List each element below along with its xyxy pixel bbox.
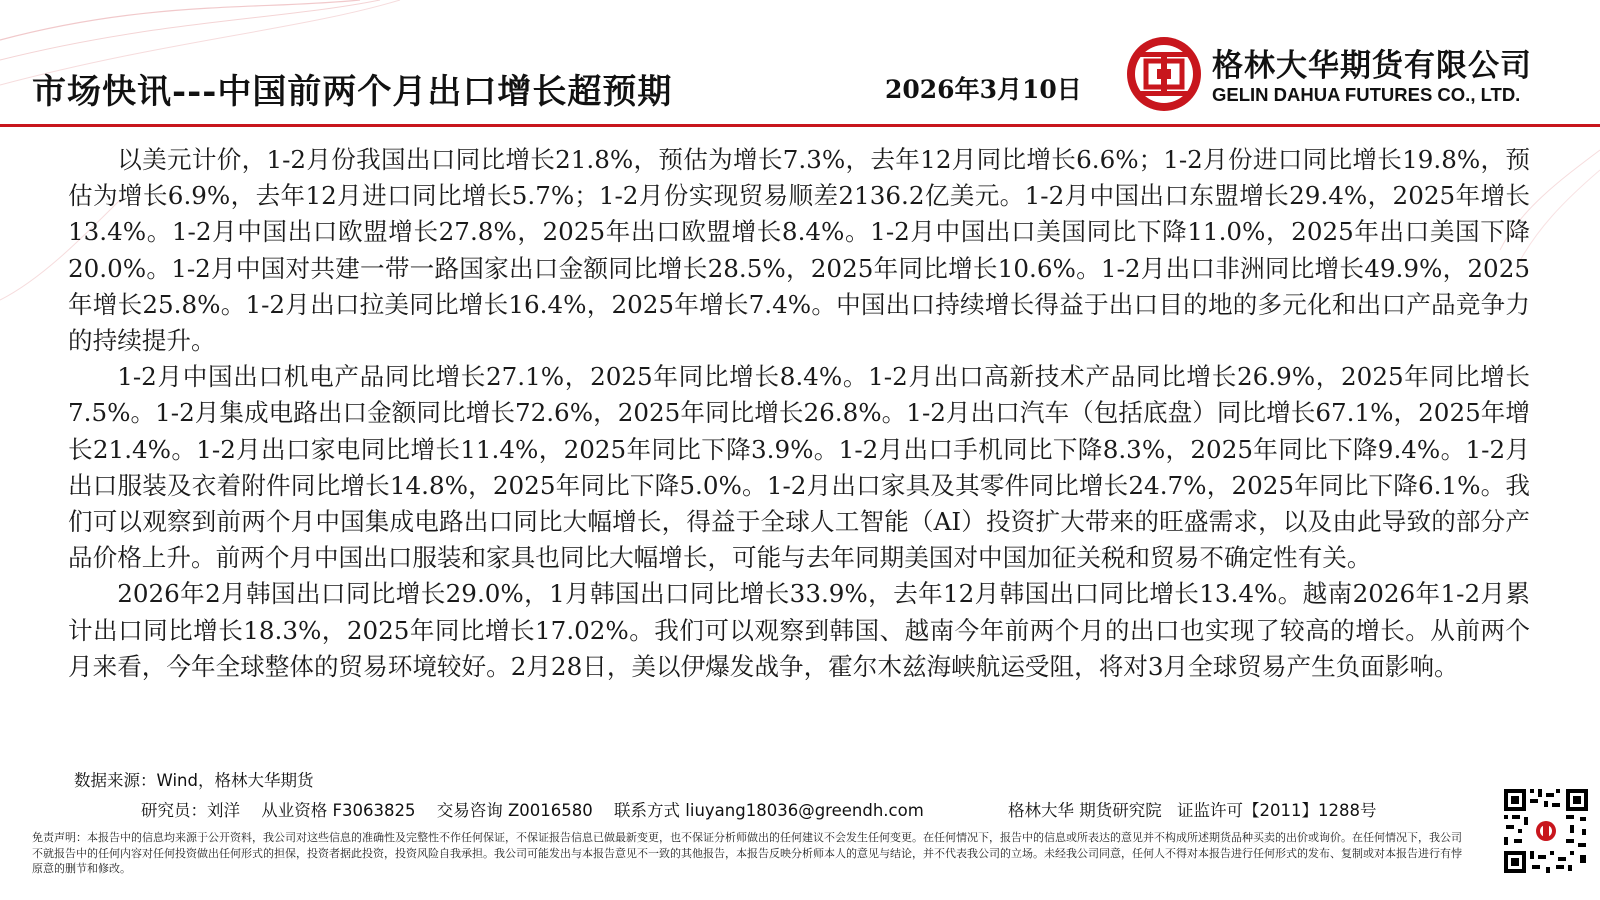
body-paragraph: 以美元计价，1-2月份我国出口同比增长21.8%，预估为增长7.3%，去年12月同比增长6.6%；1-2月份进口同比增长19.8%，预估为增长6.9%，去年12月进口同比增长5.7%；1-2月份实现贸易顺差2136.2亿美元。1-2月中国出口东盟增长29.4%，2025年增长13.4%。1-2月中国出口欧盟增长27.8%，2025年出口欧盟增长8.4%。1-2月中国出口美国同比下降11.0%，2025年出口美国下降20.0%。1-2月中国对共建一带一路国家出口金额同比增长28.5%，2025年同比增长10.6%。1-2月出口非洲同比增长49.9%，2025年增长25.8%。1-2月出口拉美同比增长16.4%，2025年增长7.4%。中国出口持续增长得益于出口目的地的多元化和出口产品竞争力的持续提升。 xyxy=(68,145,1530,356)
body-paragraph: 1-2月中国出口机电产品同比增长27.1%，2025年同比增长8.4%。1-2月出口高新技术产品同比增长26.9%，2025年同比增长7.5%。1-2月集成电路出口金额同比增长72.6%，2025年同比增长26.8%。1-2月出口汽车（包括底盘）同比增长67.1%，2025年增长21.4%。1-2月出口家电同比增长11.4%，2025年同比下降3.9%。1-2月出口手机同比下降8.3%，2025年同比下降9.4%。1-2月出口服装及衣着附件同比增长14.8%，2025年同比下降5.0%。1-2月出口家具及其零件同比增长24.7%，2025年同比下降6.1%。我们可以观察到前两个月中国集成电路出口同比大幅增长，得益于全球人工智能（AI）投资扩大带来的旺盛需求，以及由此导致的部分产品价格上升。前两个月中国出口服装和家具也同比大幅增长，可能与去年同期美国对中国加征关税和贸易不确定性有关。 xyxy=(68,362,1530,573)
consulting-number: 交易咨询 Z0016580 xyxy=(436,801,593,820)
company-logo-icon xyxy=(1124,34,1204,114)
data-source: 数据来源：Wind，格林大华期货 xyxy=(74,771,314,790)
researcher-name: 研究员：刘洋 xyxy=(141,801,240,820)
contact-email: 联系方式 liuyang18036@greendh.com xyxy=(614,801,924,820)
page-title: 市场快讯---中国前两个月出口增长超预期 xyxy=(32,72,673,112)
body-paragraph: 2026年2月韩国出口同比增长29.0%，1月韩国出口同比增长33.9%，去年12月韩国出口同比增长13.4%。越南2026年1-2月累计出口同比增长18.3%，2025年同比增长17.02%。我们可以观察到韩国、越南今年前两个月的出口也实现了较高的增长。从前两个月来看，今年全球整体的贸易环境较好。2月28日，美以伊爆发战争，霍尔木兹海峡航运受阻，将对3月全球贸易产生负面影响。 xyxy=(68,579,1530,681)
analyst-info xyxy=(141,797,940,821)
report-date: 2026年3月10日 xyxy=(885,75,1082,104)
disclaimer-text: 免责声明：本报告中的信息均来源于公开资料，我公司对这些信息的准确性及完整性不作任何保证，不保证报告信息已做最新变更，也不保证分析师做出的任何建议不会发生任何变更。在任何情况下，报告中的信息或所表达的意见并不构成所述期货品种买卖的出价或询价。在任何情况下，我公司不就报告中的任何内容对任何投资做出任何形式的担保，投资者据此投资，投资风险自我承担。我公司可能发出与本报告意见不一致的其他报告，本报告反映分析师本人的意见与结论，并不代表我公司的立场。未经我公司同意，任何人不得对本报告进行任何形式的发布、复制或对本报告进行有悖原意的删节和修改。 xyxy=(32,831,1462,875)
qualification-number: 从业资格 F3063825 xyxy=(261,801,416,820)
license-number: 证监许可【2011】1288号 xyxy=(1177,801,1377,820)
company-name-en: GELIN DAHUA FUTURES CO., LTD. xyxy=(1212,84,1521,105)
header-divider xyxy=(0,124,1600,127)
qr-code-icon[interactable] xyxy=(1500,785,1592,877)
header xyxy=(0,0,1600,128)
report-body xyxy=(68,142,1530,685)
institute-name: 格林大华 期货研究院 xyxy=(1008,801,1162,820)
institute-info xyxy=(1008,797,1386,821)
company-name-cn: 格林大华期货有限公司 xyxy=(1212,48,1532,84)
